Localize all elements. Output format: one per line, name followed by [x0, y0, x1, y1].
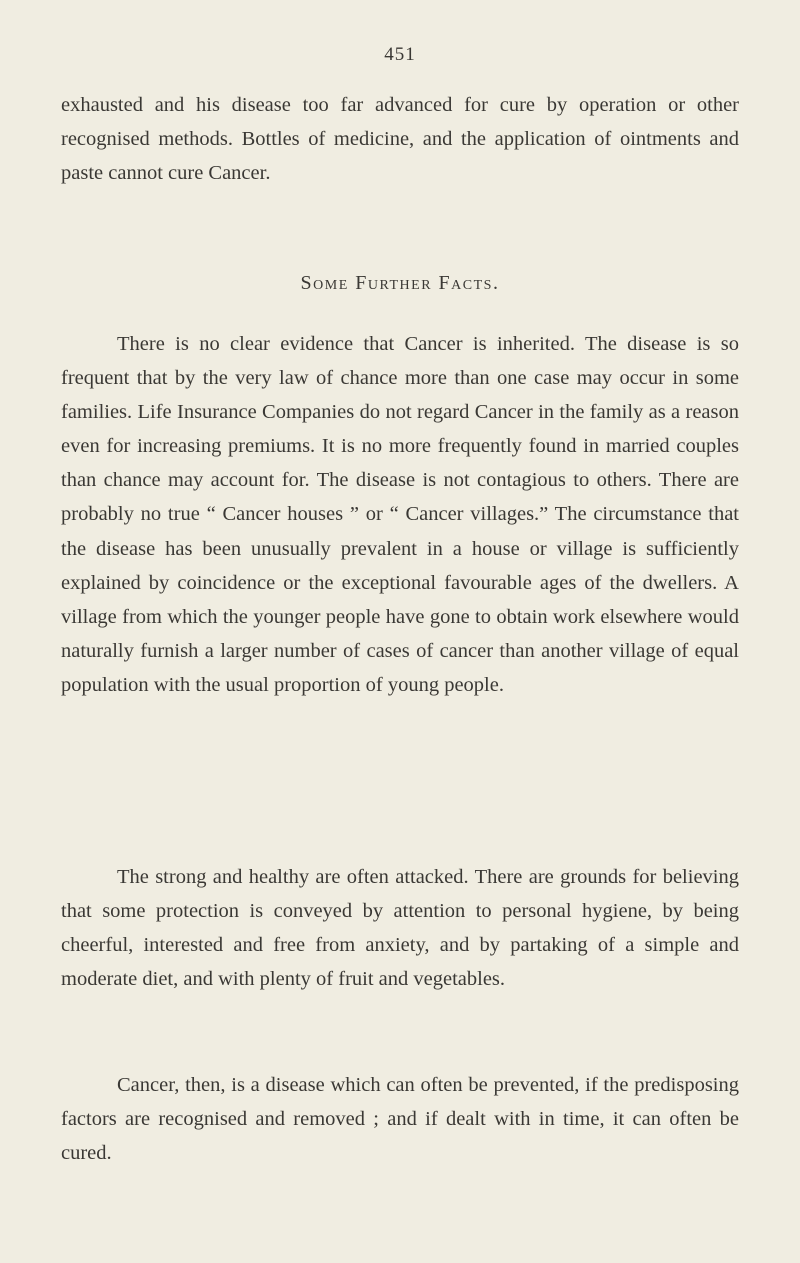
- paragraph-conclusion: Cancer, then, is a disease which can often be prevented, if the predisposing factors are recognised and removed ; and if dealt with in time, it can often be cured.: [61, 1074, 739, 1165]
- paragraph-heredity: There is no clear evidence that Cancer is inherited. The disease is so frequent that by the very law of chance more than one case may occur in some families. Life Insurance Companies do not regard Cancer in the family as a reason even for increasing premiums. It is no more frequently found in married couples than chance may account for. The disease is not contagious to others. There are probably no true “ Cancer houses ” or “ Cancer villages.” The circumstance that the disease has been unusually prevalent in a house or village is sufficiently explained by coincidence or the exceptional favourable ages of the dwellers. A village from which the younger people have gone to obtain work elsewhere would naturally furnish a larger number of cases of cancer than another village of equal population with the usual proportion of young people.: [61, 333, 739, 696]
- paragraph-protection: The strong and healthy are often attacked. There are grounds for believing that some protection is conveyed by attention to personal hygiene, by being cheerful, interested and free from anxiety, and by partaking of a simple and moderate diet, and with plenty of fruit and vegetables.: [61, 866, 739, 991]
- opening-paragraph: exhausted and his disease too far advanced for cure by operation or other recognised methods. Bottles of medicine, and the application of ointments and paste cannot cure Cancer.: [61, 94, 739, 185]
- section-heading: Some Further Facts.: [300, 272, 500, 294]
- page-number: 451: [384, 44, 416, 65]
